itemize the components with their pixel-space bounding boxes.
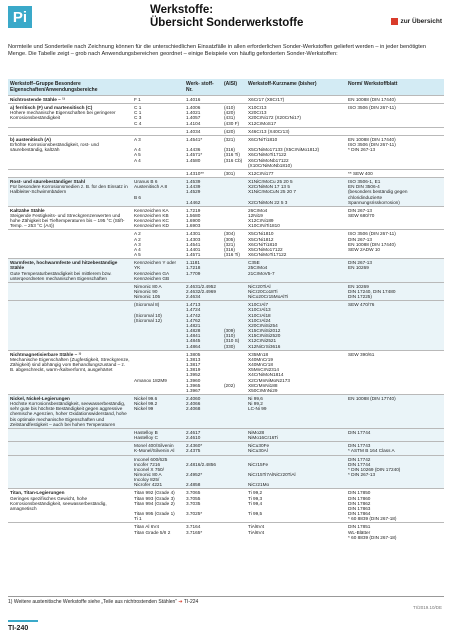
header-kurz: Werkstoff-Kurzname (bisher)	[246, 79, 346, 96]
cell-name: Monel 400/Silvenin K-Monel/Silvenin Al	[132, 442, 184, 455]
title-line-2: Übersicht Sonderwerkstoffe	[150, 17, 304, 29]
cell-kurz: X10CrAl7 X10CrAl13 X10CrAl18 X10CrAl24 X20CrNiSi254 X15CrNiSi2012 X15CrNiSi2520 X12CrNi2521 X12NiCrSi3616	[246, 301, 346, 350]
cell-kurz: X6CrNiTi1810 X5CrNiMo17133 (X5CrNiMo1812) X6CrNiMoTi17122 X6CrNiMoNb17122 (X10CrNiMoNb1810)	[246, 135, 346, 169]
cell-nr: 1.4539 1.4439 1.4529 1.4462	[184, 178, 222, 207]
group-description: Geringes spezifisches Gewicht, hohe Korrosionsbeständigkeit, seewasserbeständig, amagnetisch	[10, 495, 107, 511]
page-title	[150, 4, 303, 30]
cell-norm: SEW 390/61	[346, 350, 444, 394]
cell-kurz: X6Cr17 (X8Cr17)	[246, 96, 346, 104]
cell-name: A 2 A 2 A 3 A 4 A 5	[132, 230, 184, 259]
table-row	[8, 206, 444, 230]
header-nr: Werk- stoff- Nr.	[184, 79, 222, 96]
cell-kurz: NiCr15Fe NiCr15Ti7AlNiCr20TiAl NiCr21Mo	[246, 455, 346, 489]
cell-norm: ** SEW 400	[346, 169, 444, 177]
cell-kurz: Ti 99,2 Ti 99,3 Ti 99,4 Ti 99,5	[246, 489, 346, 523]
cell-aisi	[222, 178, 246, 207]
cell-aisi: (420)	[222, 127, 246, 135]
cell-nr: 1.3805 1.3813 1.3817 1.3819 1.3952 1.3960 1.3965 1.3967	[184, 350, 222, 394]
cell-nr: 2.4631/2.4952 2.4632/2.4969 2.4634	[184, 282, 222, 300]
cell-group	[8, 301, 132, 350]
cell-aisi	[222, 455, 246, 489]
cell-norm: DIN 267-13 SEW 680/70	[346, 206, 444, 230]
group-heading: Nichtmagnetisierbare Stähle – ¹⁾	[10, 351, 82, 357]
cell-group	[8, 489, 132, 523]
group-heading: Titan, Titan-Legierungen	[10, 490, 65, 496]
cell-nr: 3.7065 3.7055 3.7035 3.7025*	[184, 489, 222, 523]
cell-aisi: (410) (420) (431) (430 F)	[222, 104, 246, 128]
group-heading: Kaltzähe Stähle	[10, 207, 45, 213]
cell-group	[8, 169, 132, 177]
cell-aisi: (321) (316) (316 Ti) (316 Cb)	[222, 135, 246, 169]
cell-norm: DIN 17851 WL-Blätter * 60 8839 (DIN 267-18)	[346, 523, 444, 541]
red-square-icon	[391, 18, 398, 25]
cell-group	[8, 135, 132, 169]
cell-aisi	[222, 442, 246, 455]
table-row	[8, 178, 444, 207]
cell-name: Uranus B 6 Austenitisch A 8 B 6	[132, 178, 184, 207]
cell-name: Hastelloy B Hastelloy C	[132, 428, 184, 441]
cell-kurz: X10Cr13 X20Cr13 X20CrNi172 (X20CrNi17) X12CrMoS17	[246, 104, 346, 128]
cell-kurz: 26CrMo4 12Ni19 X12CrNi189 X10CrNiTi1810	[246, 206, 346, 230]
group-description: Höchste Korrosionsbeständigkeit, seewasserbeständig, sehr gute bis höchste Beständigkeit gegen aggressive chemische Agenzien, hoher Oxidationswiderstand, hohe bis optimale mechanische Eigenschaften und Zeitstandfestigkeit – auch bei hohen Temperaturen	[10, 401, 127, 427]
cell-nr: 1.4034	[184, 127, 222, 135]
cell-nr: 1.4006 1.4021 1.4057 1.4104	[184, 104, 222, 128]
cell-norm: DIN 17743 * ASTM B 164 Class A	[346, 442, 444, 455]
footnote	[8, 596, 444, 605]
cell-nr: 1.4301 1.4303 1.4541 1.4401 1.4571	[184, 230, 222, 259]
table-row	[8, 282, 444, 300]
materials-table-wrap	[8, 79, 444, 541]
intro-text: Normteile und Sonderteile nach Zeichnung können für die unterschiedlichen Einsatzfälle in allen erforderlichen Sonder-Werkstoffen geliefert werden – in jeder benötigten Menge. Die Tabelle zeigt – grob nach Anwendungsbereichen geordnet – einige Beispiele von häufig geforderten Sonder-Werkstoffen:	[8, 44, 427, 58]
cell-name: F 1	[132, 96, 184, 104]
cell-aisi	[222, 206, 246, 230]
header-group: Werkstoff–Gruppe Besondere Eigenschaften/Anwendungsbereiche	[8, 79, 132, 96]
table-row	[8, 169, 444, 177]
group-description: Steigende Festigkeits- und Streckgrenzenwerten und hohe Zähigkeit bei Tieftemperaturen bis – 195 °C (Stift-Temp. – 253 °C (A4))	[10, 212, 125, 229]
cell-kurz: NiMo28 NiMo16Cr16Ti	[246, 428, 346, 441]
cell-group	[8, 259, 132, 283]
table-row	[8, 455, 444, 489]
cell-kurz: X1NiCrMoCu 25 20 5 X2CrNiMoN 17 13 5 X1NiCrMoCuN 25 20 7 X2CrNiMoN 22 5 3	[246, 178, 346, 207]
table-row	[8, 127, 444, 135]
cell-nr: 3.7164 3.7165*	[184, 523, 222, 541]
cell-name: C 1 C 1 C 3 C 4	[132, 104, 184, 128]
table-row	[8, 523, 444, 541]
cell-group	[8, 455, 132, 489]
cell-nr: 2.4360* 2.4375	[184, 442, 222, 455]
footnote-ref[interactable]: TI-224	[183, 599, 199, 605]
pi-logo: Pi	[8, 6, 32, 28]
cell-group	[8, 104, 132, 128]
group-description: Mechanische Eigenschaften (Zugfestigkeit, Streckgrenze, Zähigkeit) sind abhängig vom Behandlungszustand – z. B. abgeschreckt, warm-/kaltverformt, ausgehärtet	[10, 356, 130, 373]
cell-nr: 1.4016	[184, 96, 222, 104]
cell-name: Amanox 182M9	[132, 350, 184, 394]
cell-nr: 1.4310**	[184, 169, 222, 177]
cell-norm: DIN 17742 DIN 17744 * DIN 10269 (DIN 17240) * DIN 267-13	[346, 455, 444, 489]
cell-kurz: C35E 25CrMo4 21CrMoV5-7	[246, 259, 346, 283]
group-heading: Rost- und säurebeständiger Stahl	[10, 179, 86, 185]
table-header-row	[8, 79, 444, 96]
cell-kurz: X12CrNi177	[246, 169, 346, 177]
table-row	[8, 428, 444, 441]
group-heading: Nichtrostende Stähle – ¹⁾	[10, 97, 65, 102]
table-row	[8, 442, 444, 455]
cell-kurz: TiAl6V4 TiAl6V4	[246, 523, 346, 541]
cell-norm: EN 10269 DIN 17240, DIN 17480 DIN 17225)	[346, 282, 444, 300]
doc-code: TI/2019.10/DE	[412, 605, 442, 610]
cell-group	[8, 96, 132, 104]
cell-kurz: Ni 99,6 Ni 99,2 LC-Ni 99	[246, 394, 346, 428]
cell-norm: DIN 267-13 EN 10269	[346, 259, 444, 283]
cell-group	[8, 127, 132, 135]
page-number: TI-240	[8, 620, 38, 632]
toc-link-label: zur Übersicht	[400, 18, 442, 25]
cell-group	[8, 428, 132, 441]
materials-table	[8, 79, 444, 541]
cell-name	[132, 127, 184, 135]
header-norm: Norm/ Werkstoffblatt	[346, 79, 444, 96]
cell-aisi	[222, 394, 246, 428]
cell-norm: EN 10088 (DIN 17440)	[346, 96, 444, 104]
cell-norm: EN 10088 (DIN 17740)	[346, 394, 444, 428]
cell-kurz: NiCr20TiAl NiCr20Co18Ti NiCo20Cr15MoAlTi	[246, 282, 346, 300]
cell-aisi	[222, 282, 246, 300]
cell-name: Kennzeichen Y oder YK Kennzeichen GA Kennzeichen GB	[132, 259, 184, 283]
cell-name: Nickel 99.6 Nickel 99.2 Nickel 99	[132, 394, 184, 428]
cell-aisi: (304) (305) (321) (316) (316 Ti)	[222, 230, 246, 259]
table-row	[8, 96, 444, 104]
cell-norm: EN 10088 (DIN 17440) ISO 3506 (DIN 267-11) * DIN 267-13	[346, 135, 444, 169]
header-aisi: (AISI)	[222, 79, 246, 96]
cell-norm: ISO 3506-1, E1 EN DIN 3506-4 (besonders beständig gegen chloridinduzierte Spannungsrisskorrosion)	[346, 178, 444, 207]
cell-name: Nimonic 80 A Nimonic 90 Nimonic 105	[132, 282, 184, 300]
group-description: Gute Temperaturbeständigkeit bei mittlerem bzw. unterqeordneten mechanischen Eigenschaften	[10, 270, 112, 281]
group-heading: a) ferritisch (F) und martensitisch (C)	[10, 105, 93, 111]
table-row	[8, 259, 444, 283]
cell-name: (Sicromal 8) (Sicromal 10) (Sicromal 12)	[132, 301, 184, 350]
cell-group	[8, 523, 132, 541]
cell-aisi: (301)	[222, 169, 246, 177]
arrow-icon: ➔	[178, 599, 183, 605]
cell-group	[8, 394, 132, 428]
cell-group	[8, 206, 132, 230]
cell-norm: ISO 3506 (DIN 267-11)	[346, 104, 444, 128]
cell-nr: 1.4713 1.4724 1.4742 1.4762 1.4821 1.4828 1.4841 1.4845 1.4864	[184, 301, 222, 350]
title-line-1: Werkstoffe:	[150, 4, 214, 16]
cell-nr: 2.4060 2.4066 2.4068	[184, 394, 222, 428]
table-row	[8, 489, 444, 523]
cell-aisi: (309) (310) (310 S) (330)	[222, 301, 246, 350]
cell-kurz: NiCu30Fe NiCu30Al	[246, 442, 346, 455]
group-heading: Warmfeste, hochwarmfeste und hitzebeständige Stähle	[10, 260, 118, 271]
group-description: Erhöhte Korrosionsbeständigkeit, rost- und säurebeständig, kaltzäh	[10, 142, 99, 153]
table-row	[8, 350, 444, 394]
cell-aisi	[222, 489, 246, 523]
cell-kurz: X46Cr13 (X40Cr13)	[246, 127, 346, 135]
group-description: Für besondere Korrosionsmedien z. B. für den Einsatz in Halbleiter-Schwimmbädern	[10, 184, 128, 195]
cell-aisi	[222, 428, 246, 441]
table-body	[8, 96, 444, 541]
cell-nr: 1.1181 1.7218 1.7709	[184, 259, 222, 283]
toc-link[interactable]	[391, 18, 442, 25]
footnote-text: 1) Weitere austenitische Werkstoffe siehe „Teile aus nichtrostenden Stählen“	[8, 599, 177, 605]
cell-name: Titan Al 6V4 Titan Grade 5/II 2	[132, 523, 184, 541]
cell-norm: ISO 3506 (DIN 267-11) DIN 267-13 EN 10088 (DIN 17440) SEW 2ADW 10	[346, 230, 444, 259]
cell-name: A 3 A 4 A 5 A 4	[132, 135, 184, 169]
cell-norm: SEW 470/76	[346, 301, 444, 350]
cell-nr: 2.4617 2.4610	[184, 428, 222, 441]
cell-name: Kennzeichen KA Kennzeichen KB Kennzeichen KC Kennzeichen KD	[132, 206, 184, 230]
cell-norm: DIN 17744	[346, 428, 444, 441]
group-heading: Nickel, Nickel-Legierungen	[10, 395, 70, 401]
cell-kurz: X5CrNi1810 X5CrNi1812 X6CrNiTi1810 X5CrNiMo17122 X6CrNiMoTi17122	[246, 230, 346, 259]
table-row	[8, 394, 444, 428]
table-row	[8, 230, 444, 259]
cell-aisi	[222, 259, 246, 283]
table-row	[8, 104, 444, 128]
cell-group	[8, 282, 132, 300]
cell-aisi	[222, 523, 246, 541]
cell-nr: 1.4541* 1.4436 1.4571* 1.4580	[184, 135, 222, 169]
cell-group	[8, 178, 132, 207]
group-heading: b) austenitisch (A)	[10, 136, 51, 142]
cell-group	[8, 442, 132, 455]
cell-aisi: (202)	[222, 350, 246, 394]
cell-aisi	[222, 96, 246, 104]
header-name	[132, 79, 184, 96]
cell-norm	[346, 127, 444, 135]
cell-group	[8, 350, 132, 394]
group-description: Höhere mechanische Eigenschaften bei geringerer Korrosionsbeständigkeit	[10, 110, 116, 121]
cell-nr: 2.4816/2.4856 2.4952* 2.4858	[184, 455, 222, 489]
cell-name	[132, 169, 184, 177]
table-row	[8, 301, 444, 350]
cell-name: Inconel 600/625 Incofer 7216 Inconel X 750/ Nimonic 80 A Incoloy 825/ Nicrofer 4221	[132, 455, 184, 489]
cell-norm: DIN 17850 DIN 17860 DIN 17862 DIN 17863 DIN 17864 * 60 8839 (DIN 267-18)	[346, 489, 444, 523]
cell-kurz: X35Mn18 X40MnCr19 X40MnCr18 X5MnCrN2314 X4CrNiMoN1814 X2CrMnNiMoN2173 X8CrMnNi188 X50CrMnNi29	[246, 350, 346, 394]
table-row	[8, 135, 444, 169]
cell-group	[8, 230, 132, 259]
cell-nr: 1.7219 1.5680 1.6900 1.6903	[184, 206, 222, 230]
cell-name: Titan 992 (Grade 4) Titan 993 (Grade 3) Titan 994 (Grade 2) Titan 995 (Grade 1) Ti 1	[132, 489, 184, 523]
